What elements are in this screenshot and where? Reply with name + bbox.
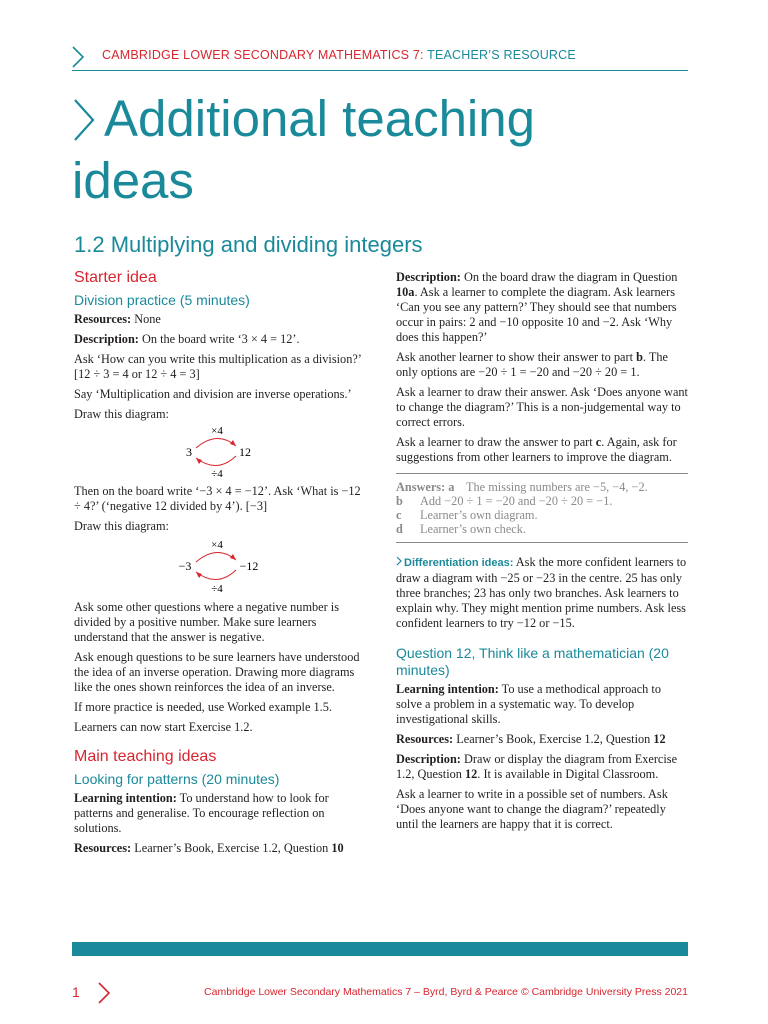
paragraph: Draw this diagram: (74, 407, 169, 421)
page-footer (72, 984, 688, 1004)
answer-row (396, 480, 688, 494)
learning-intention-label: Learning intention: (396, 682, 499, 696)
learning-intention-label: Learning intention: (74, 791, 177, 805)
main-teaching-heading: Main teaching ideas (74, 748, 217, 765)
page-title (72, 88, 692, 212)
paragraph: Ask a learner to draw their answer. Ask ‘Does anyone want to change the diagram?’ This is a non-judgemental way to correct errors. (396, 385, 688, 429)
description-line (74, 332, 364, 347)
header-title (102, 48, 576, 62)
patterns-heading: Looking for patterns (20 minutes) (74, 771, 280, 787)
differentiation-ideas (396, 555, 688, 631)
inverse-diagram (74, 424, 364, 480)
chevron-right-icon (98, 982, 110, 1004)
resources-text: Learner’s Book, Exercise 1.2, Question (131, 841, 332, 855)
diagram-right-number: 12 (239, 445, 251, 459)
paragraph: Draw this diagram: (74, 519, 169, 533)
diagram-bottom-label: ÷4 (211, 583, 223, 595)
paragraph-text: Ask another learner to show their answer to part (396, 350, 637, 364)
diagram-top-label: ×4 (211, 539, 223, 551)
answers-box (396, 473, 688, 543)
learning-intention (396, 682, 688, 727)
arrow-top (196, 438, 236, 448)
inverse-diagram-negative (74, 536, 364, 596)
description-line (396, 270, 688, 345)
differentiation-label: Differentiation ideas: (404, 557, 514, 569)
resources-label: Resources: (74, 841, 132, 855)
paragraph: Ask enough questions to be sure learners have understood the idea of an inverse operation. Drawing more diagrams like the ones shown reinforces the idea of an inverse. (74, 650, 360, 694)
right-column (396, 270, 688, 837)
diagram-left-number: −3 (178, 559, 192, 573)
header-title-book: CAMBRIDGE LOWER SECONDARY MATHEMATICS 7: (102, 48, 424, 62)
answer-label: c (396, 508, 402, 522)
question-number: 10 (331, 841, 344, 855)
running-header (72, 44, 688, 71)
resources-line (396, 732, 688, 747)
answer-row (396, 508, 688, 522)
arrowhead (230, 554, 236, 560)
resources-line (74, 312, 364, 327)
chevron-right-icon (396, 556, 402, 566)
answer-label: b (396, 494, 403, 508)
answer-text: Add −20 ÷ 1 = −20 and −20 ÷ 20 = −1. (420, 494, 613, 508)
page-number: 1 (72, 984, 80, 1000)
paragraph (396, 350, 688, 380)
division-heading: Division practice (5 minutes) (74, 292, 250, 308)
arrow-bottom (196, 570, 236, 580)
chevron-right-icon (72, 46, 84, 68)
paragraph (396, 435, 688, 465)
starter-heading: Starter idea (74, 269, 157, 286)
answer-row (396, 522, 688, 536)
question12-heading: Question 12, Think like a mathematician (20 minutes) (396, 645, 669, 678)
differentiation-text: Ask the more confident learners to draw a diagram with −25 or −23 in the centre. 25 has only three branches; 23 has only two branches. Ask learners to explain why. They might mention prime numbers. Ask less confident learners to try −12 or −15. (396, 555, 687, 630)
diagram-left-number: 3 (186, 445, 192, 459)
resources-label: Resources: (74, 312, 132, 326)
chevron-right-icon (72, 98, 96, 142)
description-line (396, 752, 688, 782)
description-text: Draw or display the diagram from Exercise 1.2, Question (396, 752, 678, 781)
description-label: Description: (396, 752, 461, 766)
description-label: Description: (74, 332, 139, 346)
paragraph-text-cont: . Again, ask for suggestions from other learners to improve the diagram. (396, 435, 677, 464)
arrowhead (196, 572, 202, 578)
resources-label: Resources: (396, 732, 454, 746)
answer-text: Learner’s own check. (420, 522, 526, 536)
question-ref: 10a (396, 285, 415, 299)
left-column (74, 268, 364, 861)
arrowhead (230, 440, 236, 446)
description-text-cont: . It is available in Digital Classroom. (477, 767, 659, 781)
learning-intention (74, 791, 364, 836)
answer-text: The missing numbers are −5, −4, −2. (466, 480, 648, 494)
page-title-line1: Additional teaching (104, 90, 535, 147)
footer-credit: Cambridge Lower Secondary Mathematics 7 – Byrd, Byrd & Pearce © Cambridge University Press 2021 (204, 986, 688, 998)
part-ref: b (636, 350, 643, 364)
paragraph-text-cont: . The only options are −20 ÷ 1 = −20 and −20 ÷ 20 = 1. (396, 350, 668, 379)
resources-line (74, 841, 364, 856)
page-title-line2: ideas (72, 152, 194, 209)
footer-bar (72, 942, 688, 956)
paragraph: Then on the board write ‘−3 × 4 = −12’. Ask ‘What is −12 ÷ 4?’ (‘negative 12 divided by 4’). [−3] (74, 484, 361, 513)
diagram-top-label: ×4 (211, 425, 223, 437)
header-title-resource: TEACHER’S RESOURCE (423, 48, 576, 62)
question-number: 12 (653, 732, 666, 746)
section-title: 1.2 Multiplying and dividing integers (74, 232, 423, 257)
part-ref: c (595, 435, 602, 449)
paragraph: Learners can now start Exercise 1.2. (74, 720, 253, 734)
paragraph: Ask ‘How can you write this multiplication as a division?’ [12 ÷ 3 = 4 or 12 ÷ 4 = 3] (74, 352, 361, 381)
paragraph: Say ‘Multiplication and division are inverse operations.’ (74, 387, 352, 401)
diagram-bottom-label: ÷4 (211, 468, 223, 480)
answer-row (396, 494, 688, 508)
arrowhead (196, 458, 202, 464)
resources-text: None (131, 312, 161, 326)
arrow-top (196, 552, 236, 562)
question-number: 12 (465, 767, 478, 781)
resources-text: Learner’s Book, Exercise 1.2, Question (453, 732, 654, 746)
paragraph: Ask some other questions where a negative number is divided by a positive number. Make sure learners understand that the answer is negative. (74, 600, 340, 644)
answers-label: Answers: a (396, 480, 455, 494)
diagram-right-number: −12 (239, 559, 259, 573)
paragraph: Ask a learner to write in a possible set of numbers. Ask ‘Does anyone want to change the diagram?’ repeatedly until the learners are happy that it is correct. (396, 787, 668, 831)
description-text-cont: . Ask a learner to complete the diagram. Ask learners ‘Can you see any pattern?’ They should see that numbers occur in pairs: 2 and −10 opposite 10 and −2. Ask ‘Why does this happen?’ (396, 285, 677, 344)
description-label: Description: (396, 270, 461, 284)
description-text: On the board write ‘3 × 4 = 12’. (138, 332, 300, 346)
answer-text: Learner’s own diagram. (420, 508, 538, 522)
arrow-bottom (196, 456, 236, 466)
description-text: On the board draw the diagram in Question (460, 270, 678, 284)
learning-intention-text: To use a methodical approach to solve a problem in a systematic way. To develop investigational skills. (396, 682, 661, 726)
paragraph: If more practice is needed, use Worked example 1.5. (74, 700, 332, 714)
paragraph-text: Ask a learner to draw the answer to part (396, 435, 596, 449)
learning-intention-text: To understand how to look for patterns and generalise. To encourage reflection on solutions. (74, 791, 329, 835)
answer-label: d (396, 522, 403, 536)
